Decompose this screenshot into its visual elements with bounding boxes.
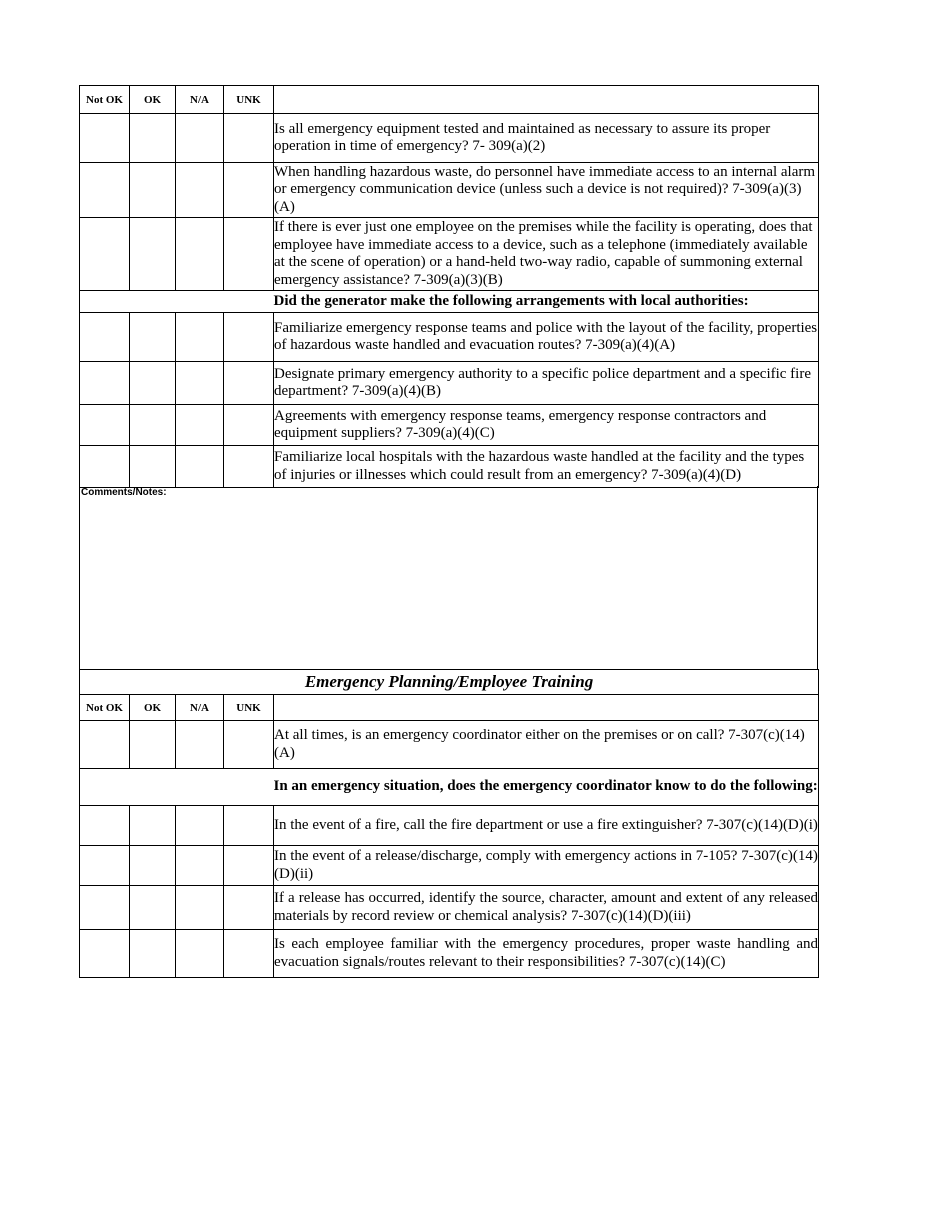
checklist-row xyxy=(80,446,819,488)
ok-cell[interactable] xyxy=(130,886,176,930)
unk-cell[interactable] xyxy=(224,163,274,218)
na-cell[interactable] xyxy=(176,806,224,846)
question-text: Is each employee familiar with the emergency procedures, proper waste handling and evacuation signals/routes relevant to their responsibilities? 7-307(c)(14)(C) xyxy=(274,930,819,978)
question-text: Designate primary emergency authority to a specific police department and a specific fire department? 7-309(a)(4)(B) xyxy=(274,362,819,405)
col-unk: UNK xyxy=(224,86,274,114)
unk-cell[interactable] xyxy=(224,721,274,769)
na-cell[interactable] xyxy=(176,218,224,291)
unk-cell[interactable] xyxy=(224,446,274,488)
not-ok-cell[interactable] xyxy=(80,846,130,886)
unk-cell[interactable] xyxy=(224,362,274,405)
checklist-row xyxy=(80,313,819,362)
header-row xyxy=(80,695,819,721)
checklist-row xyxy=(80,930,819,978)
section-heading-blank xyxy=(80,291,274,313)
header-blank xyxy=(274,86,819,114)
not-ok-cell[interactable] xyxy=(80,721,130,769)
checklist-row xyxy=(80,846,819,886)
question-text: At all times, is an emergency coordinator either on the premises or on call? 7-307(c)(14)(A) xyxy=(274,721,819,769)
question-text: If there is ever just one employee on the premises while the facility is operating, does that employee have immediate access to a device, such as a telephone (immediately available at the scene of operation) or a hand-held two-way radio, capable of summoning external emergency assistance? 7-309(a)(3)(B) xyxy=(274,218,819,291)
unk-cell[interactable] xyxy=(224,218,274,291)
col-ok: OK xyxy=(130,86,176,114)
col-na: N/A xyxy=(176,695,224,721)
col-not-ok: Not OK xyxy=(80,695,130,721)
section-heading-blank xyxy=(80,769,274,806)
not-ok-cell[interactable] xyxy=(80,114,130,163)
comments-notes-label: Comments/Notes: xyxy=(81,487,167,498)
not-ok-cell[interactable] xyxy=(80,362,130,405)
na-cell[interactable] xyxy=(176,930,224,978)
checklist-row xyxy=(80,886,819,930)
not-ok-cell[interactable] xyxy=(80,313,130,362)
question-text: If a release has occurred, identify the source, character, amount and extent of any released materials by record review or chemical analysis? 7-307(c)(14)(D)(iii) xyxy=(274,886,819,930)
checklist-row xyxy=(80,218,819,291)
header-blank xyxy=(274,695,819,721)
ok-cell[interactable] xyxy=(130,362,176,405)
section-heading: In an emergency situation, does the emergency coordinator know to do the following: xyxy=(274,769,819,806)
na-cell[interactable] xyxy=(176,446,224,488)
not-ok-cell[interactable] xyxy=(80,218,130,291)
question-text: Familiarize local hospitals with the hazardous waste handled at the facility and the types of injuries or illnesses which could result from an emergency? 7-309(a)(4)(D) xyxy=(274,446,819,488)
checklist-table-2 xyxy=(79,669,819,978)
question-text: Familiarize emergency response teams and police with the layout of the facility, properties of hazardous waste handled and evacuation routes? 7-309(a)(4)(A) xyxy=(274,313,819,362)
na-cell[interactable] xyxy=(176,114,224,163)
section-heading-row xyxy=(80,291,819,313)
not-ok-cell[interactable] xyxy=(80,806,130,846)
na-cell[interactable] xyxy=(176,163,224,218)
ok-cell[interactable] xyxy=(130,446,176,488)
na-cell[interactable] xyxy=(176,846,224,886)
col-not-ok: Not OK xyxy=(80,86,130,114)
ok-cell[interactable] xyxy=(130,930,176,978)
not-ok-cell[interactable] xyxy=(80,163,130,218)
checklist-row xyxy=(80,114,819,163)
col-na: N/A xyxy=(176,86,224,114)
col-unk: UNK xyxy=(224,695,274,721)
section-heading: Did the generator make the following arrangements with local authorities: xyxy=(274,291,819,313)
ok-cell[interactable] xyxy=(130,846,176,886)
ok-cell[interactable] xyxy=(130,313,176,362)
ok-cell[interactable] xyxy=(130,218,176,291)
section-heading-row xyxy=(80,769,819,806)
question-text: In the event of a release/discharge, comply with emergency actions in 7-105? 7-307(c)(14)(D)(ii) xyxy=(274,846,819,886)
comments-notes-box[interactable] xyxy=(79,486,818,670)
checklist-row xyxy=(80,362,819,405)
not-ok-cell[interactable] xyxy=(80,886,130,930)
na-cell[interactable] xyxy=(176,405,224,446)
ok-cell[interactable] xyxy=(130,114,176,163)
question-text: In the event of a fire, call the fire department or use a fire extinguisher? 7-307(c)(14)(D)(i) xyxy=(274,806,819,846)
na-cell[interactable] xyxy=(176,313,224,362)
checklist-table-1 xyxy=(79,85,819,488)
unk-cell[interactable] xyxy=(224,846,274,886)
unk-cell[interactable] xyxy=(224,313,274,362)
ok-cell[interactable] xyxy=(130,405,176,446)
question-text: Is all emergency equipment tested and maintained as necessary to assure its proper operation in time of emergency? 7- 309(a)(2) xyxy=(274,114,819,163)
checklist-row xyxy=(80,163,819,218)
unk-cell[interactable] xyxy=(224,886,274,930)
header-row xyxy=(80,86,819,114)
section-title-row xyxy=(80,670,819,695)
question-text: When handling hazardous waste, do personnel have immediate access to an internal alarm or emergency communication device (unless such a device is not required)? 7-309(a)(3)(A) xyxy=(274,163,819,218)
unk-cell[interactable] xyxy=(224,930,274,978)
not-ok-cell[interactable] xyxy=(80,446,130,488)
col-ok: OK xyxy=(130,695,176,721)
unk-cell[interactable] xyxy=(224,806,274,846)
not-ok-cell[interactable] xyxy=(80,930,130,978)
ok-cell[interactable] xyxy=(130,806,176,846)
na-cell[interactable] xyxy=(176,886,224,930)
checklist-row xyxy=(80,721,819,769)
ok-cell[interactable] xyxy=(130,163,176,218)
unk-cell[interactable] xyxy=(224,114,274,163)
checklist-row xyxy=(80,806,819,846)
section-title: Emergency Planning/Employee Training xyxy=(80,670,819,695)
not-ok-cell[interactable] xyxy=(80,405,130,446)
na-cell[interactable] xyxy=(176,721,224,769)
question-text: Agreements with emergency response teams, emergency response contractors and equipment suppliers? 7-309(a)(4)(C) xyxy=(274,405,819,446)
unk-cell[interactable] xyxy=(224,405,274,446)
checklist-row xyxy=(80,405,819,446)
ok-cell[interactable] xyxy=(130,721,176,769)
na-cell[interactable] xyxy=(176,362,224,405)
